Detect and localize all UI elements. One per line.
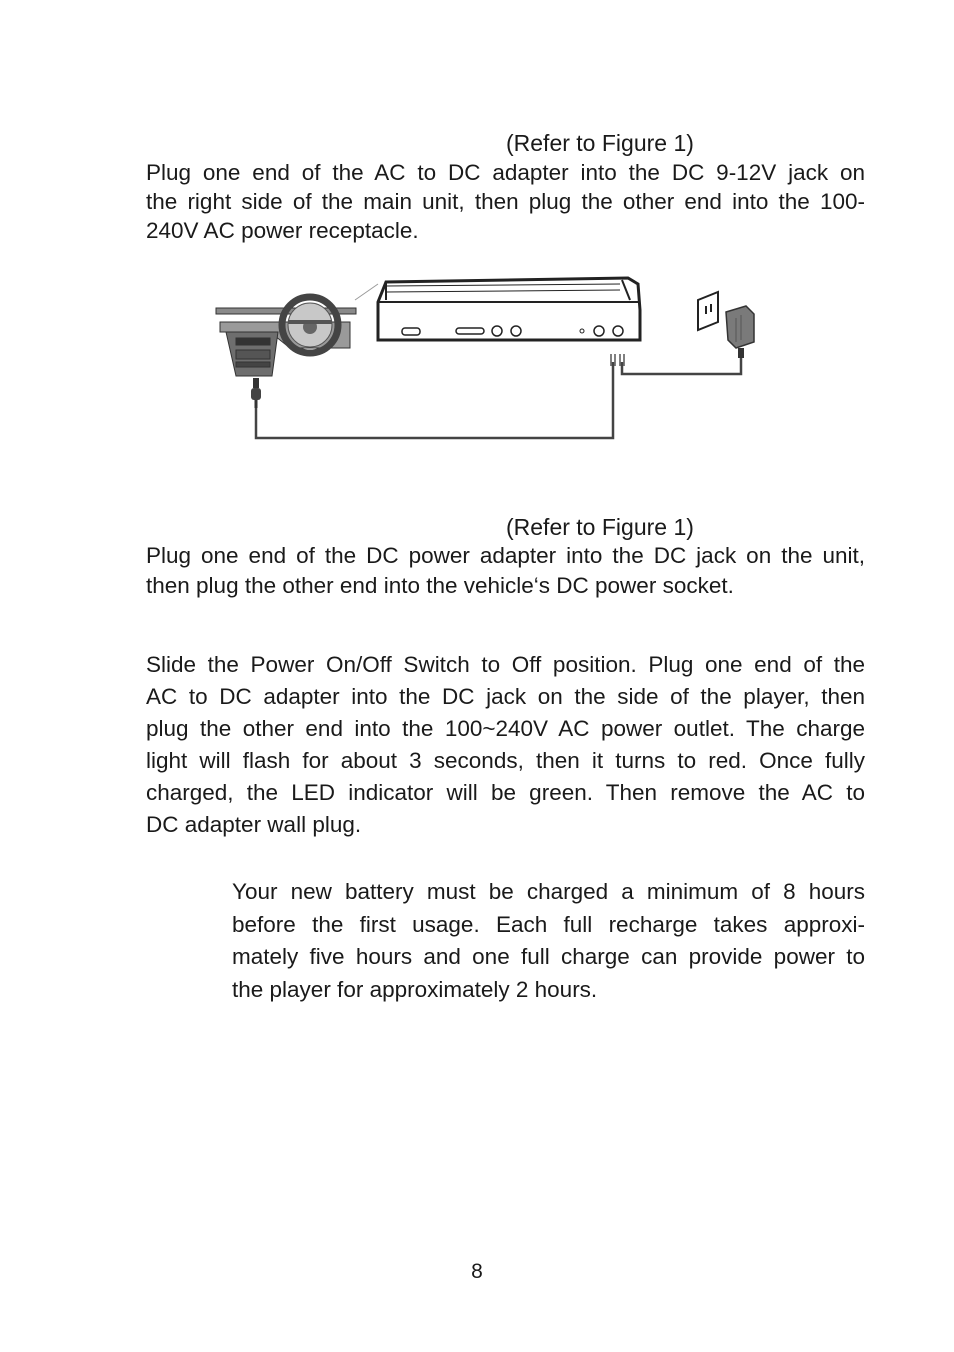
car-adapter-cable bbox=[256, 362, 613, 438]
paragraph-line: then plug the other end into the vehicle‘s DC power socket. bbox=[146, 573, 734, 598]
note-line: the player for approximately 2 hours. bbox=[232, 976, 598, 1002]
battery-note bbox=[232, 876, 865, 1006]
ac-adapter-paragraph bbox=[146, 158, 865, 245]
note-line: before the first usage. Each full recharge takes approxi- bbox=[232, 911, 865, 937]
pointer-line bbox=[355, 284, 378, 300]
paragraph-line: the right side of the main unit, then plug the other end into the 100- bbox=[146, 189, 865, 214]
steering-wheel-drawing bbox=[282, 297, 338, 353]
paragraph-line: AC to DC adapter into the DC jack on the side of the player, then bbox=[146, 684, 865, 709]
car-adapter-paragraph bbox=[146, 541, 865, 601]
figure-1-illustration bbox=[210, 270, 780, 450]
paragraph-line: Slide the Power On/Off Switch to Off position. Plug one end of the bbox=[146, 652, 865, 677]
paragraph-line: Plug one end of the AC to DC adapter into the DC 9-12V jack on bbox=[146, 160, 865, 185]
paragraph-line: 240V AC power receptacle. bbox=[146, 218, 419, 243]
paragraph-line: Plug one end of the DC power adapter into the DC jack on the unit, bbox=[146, 543, 865, 568]
note-line: Your new battery must be charged a minimum of 8 hours bbox=[232, 879, 865, 904]
portable-dvd-player-drawing bbox=[378, 278, 640, 340]
car-adapter-plug-drawing bbox=[251, 378, 261, 408]
ac-adapter-drawing bbox=[726, 306, 754, 358]
paragraph-line: DC adapter wall plug. bbox=[146, 812, 362, 837]
note-line: mately five hours and one full charge can provide power to bbox=[232, 944, 865, 969]
figure-reference-car: (Refer to Figure 1) bbox=[506, 514, 694, 540]
figure-reference-ac: (Refer to Figure 1) bbox=[506, 130, 694, 156]
paragraph-line: light will flash for about 3 seconds, then it turns to red. Once fully bbox=[146, 748, 865, 773]
paragraph-line: charged, the LED indicator will be green. Then remove the AC to bbox=[146, 780, 865, 805]
ac-adapter-cable bbox=[622, 358, 741, 374]
charging-paragraph bbox=[146, 649, 865, 841]
wall-outlet-drawing bbox=[698, 292, 718, 330]
page-number: 8 bbox=[471, 1260, 483, 1283]
paragraph-line: plug the other end into the 100~240V AC power outlet. The charge bbox=[146, 716, 865, 741]
